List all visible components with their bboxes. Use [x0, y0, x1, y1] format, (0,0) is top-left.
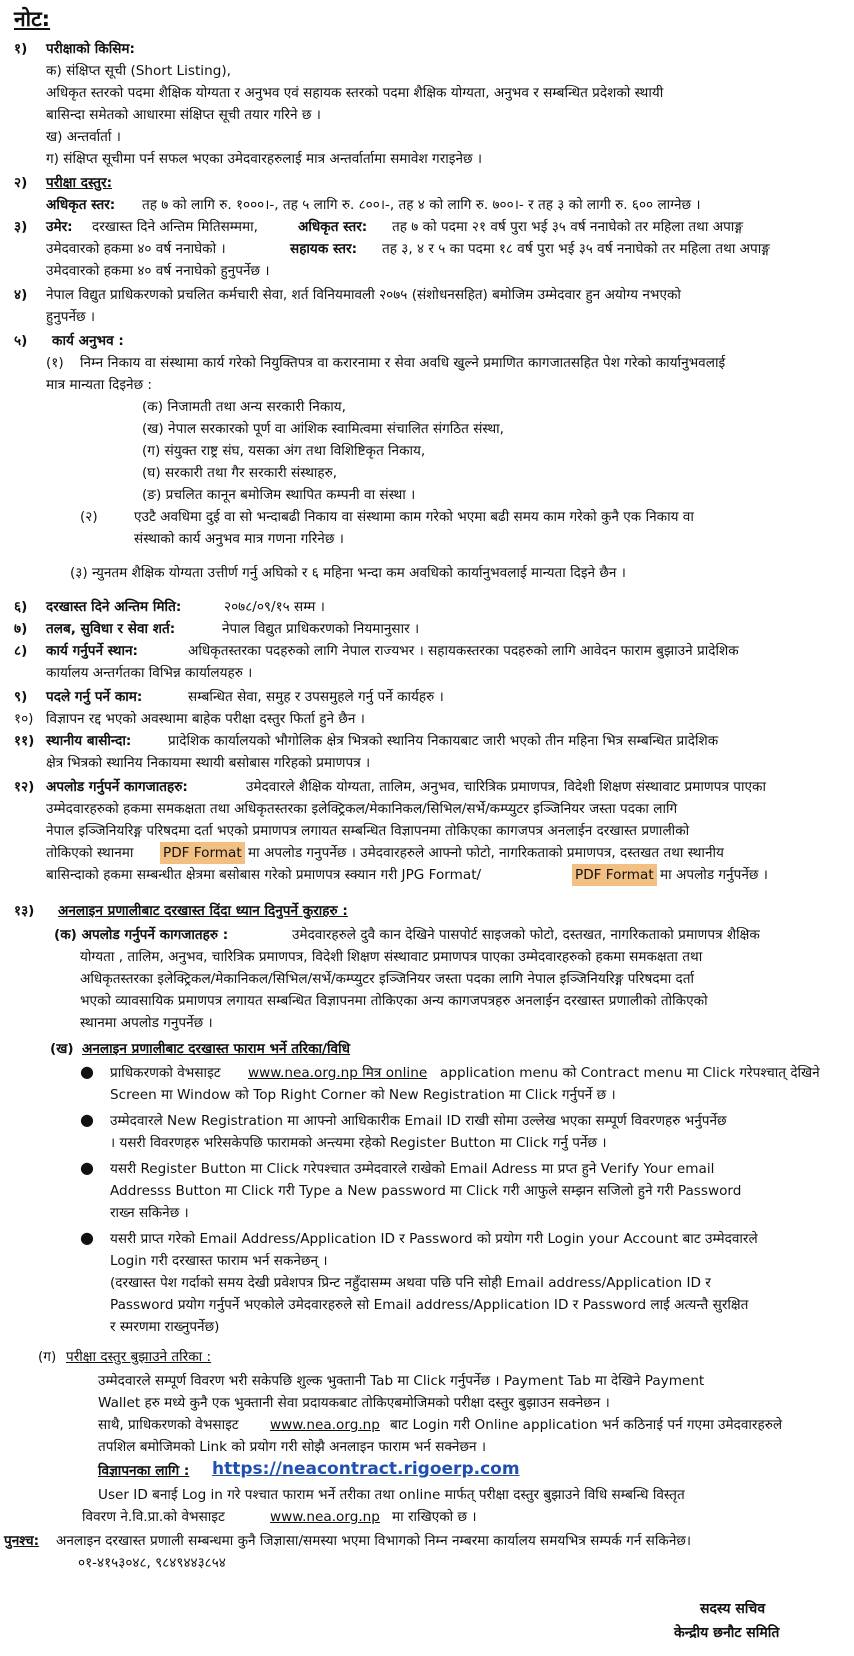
text-line: उम्मेदवारहरुको हकमा समकक्षता तथा अधिकृतस्तरका इलेक्ट्रिकल/मेकानिकल/सिभिल/सर्भे/कम्प्युटर इञ्जिनियर जस्ता पदका लागि	[46, 801, 678, 817]
bold-label: अधिकृत स्तर:	[46, 197, 116, 213]
signature-committee: केन्द्रीय छनौट समिति	[674, 1625, 780, 1641]
text-line: क) संक्षिप्त सूची (Short Listing),	[46, 63, 231, 79]
text-line: उम्मेदवारले New Registration मा आफ्नो आधिकारीक Email ID राखी सोमा उल्लेख भएका सम्पूर्ण विवरणहरु भर्नुपर्नेछ	[110, 1113, 727, 1129]
bold-label: तलब, सुविधा र सेवा शर्त:	[46, 621, 176, 637]
text-line: साथै, प्राधिकरणको वेभसाइट	[98, 1417, 239, 1433]
text-line: नेपाल विद्युत प्राधिकरणको प्रचलित कर्मचारी सेवा, शर्त विनियमावली २०७५ (संशोधनसहित) बमोजिम उम्मेदवार हुन अयोग्य नभएको	[46, 287, 681, 303]
bullet-icon: ●	[80, 1228, 94, 1247]
item-number: १०)	[14, 711, 34, 727]
website-link[interactable]: www.nea.org.np	[270, 1509, 380, 1525]
bold-label: उमेर:	[46, 219, 73, 235]
text-line: उम्मेदवारले सम्पूर्ण विवरण भरी सकेपछि शुल्क भुक्तानी Tab मा Click गर्नुपर्नेछ । Payment Tab मा देखिने Payment	[98, 1373, 705, 1389]
text-line: र स्मरणमा राख्नुपर्नेछ)	[110, 1319, 220, 1335]
list-item: (ख) नेपाल सरकारको पूर्ण वा आंशिक स्वामित्वमा संचालित संगठित संस्था,	[142, 421, 504, 437]
item-number: १)	[14, 41, 28, 57]
bullet-icon: ●	[80, 1158, 94, 1177]
item-number: ११)	[14, 733, 35, 749]
bold-label: अधिकृत स्तर:	[298, 219, 368, 235]
text-line: Login गरी दरखास्त फाराम भर्न सकनेछन् ।	[110, 1253, 328, 1269]
text-line: निम्न निकाय वा संस्थामा कार्य गरेको नियुक्तिपत्र वा करारनामा र सेवा अवधि खुल्ने प्रमाणित कागजातसहित पेश गरेको कार्यानुभवलाई	[80, 355, 726, 371]
text-line: प्राधिकरणको वेभसाइट	[110, 1065, 221, 1081]
subsection-label: (ख)	[50, 1041, 74, 1057]
subsection-heading: अनलाइन प्रणालीबाट दरखास्त फाराम भर्ने तरिका/विधि	[82, 1041, 350, 1057]
list-item: (ग) संयुक्त राष्ट्र संघ, यसका अंग तथा विशिष्टिकृत निकाय,	[142, 443, 426, 459]
subsection-heading: परीक्षा दस्तुर बुझाउने तरिका :	[66, 1349, 212, 1365]
section-heading: कार्य अनुभव :	[52, 333, 124, 349]
text-line: राख्न सकिनेछ ।	[110, 1205, 189, 1221]
text-line: Password प्रयोग गर्नुपर्ने भएकोले उमेदवारहरुले सो Email address/Application ID र Password लाई अत्यन्तै सुरक्षित	[110, 1297, 749, 1313]
text-line: मा अपलोड गर्नुपर्नेछ ।	[660, 867, 768, 883]
text-line: ख) अन्तर्वार्ता ।	[46, 129, 121, 145]
section-heading: परीक्षा दस्तुर:	[46, 175, 113, 191]
item-number: (२)	[80, 509, 98, 525]
text-line: यसरी Register Button मा Click गरेपश्चात उम्मेदवारले राखेको Email Adress मा प्रप्त हुने Verify Your email	[110, 1161, 715, 1177]
text-line: बाट Login गरी Online application भर्न कठिनाई पर्न गएमा उमेदवारहरुले	[390, 1417, 783, 1433]
website-link[interactable]: www.nea.org.np मित्र online	[248, 1065, 428, 1081]
text-line: उमेदवारले शैक्षिक योग्यता, तालिम, अनुभव, चारित्रिक प्रमाणपत्र, विदेशी शिक्षण संस्थावाट प्रमाणपत्र पाएका	[246, 779, 767, 795]
text-line: मात्र मान्यता दिइनेछ :	[46, 377, 152, 393]
signature-title: सदस्य सचिव	[700, 1601, 766, 1617]
text-line: User ID बनाई Log in गरे पश्चात फाराम भर्ने तरीका तथा online मार्फत् परीक्षा दस्तुर बुझाउने विधि सम्बन्धि विस्तृत	[98, 1487, 685, 1503]
item-number: १३)	[14, 903, 35, 919]
text-line: दरखास्त दिने अन्तिम मितिसम्ममा,	[92, 219, 258, 235]
bold-label: अपलोड गर्नुपर्ने कागजातहरु:	[46, 779, 188, 795]
website-link[interactable]: www.nea.org.np	[270, 1417, 380, 1433]
text-line: अधिकृत स्तरको पदमा शैक्षिक योग्यता र अनुभव एवं सहायक स्तरको पदमा शैक्षिक योग्यता, अनुभव र सम्बन्धित प्रदेशको स्थायी	[46, 85, 664, 101]
item-number: ८)	[14, 643, 28, 659]
text-line: अधिकृतस्तरका पदहरुको लागि नेपाल राज्यभर । सहायकस्तरका पदहरुको लागि आवेदन फाराम बुझाउने प्रादेशिक	[188, 643, 739, 659]
text-line: विवरण ने.वि.प्रा.को वेभसाइट	[82, 1509, 225, 1525]
text-line: यसरी प्राप्त गरेको Email Address/Application ID र Password को प्रयोग गरी Login your Account बाट उम्मेदवारले	[110, 1231, 758, 1247]
text-line: । यसरी विवरणहरु भरिसकेपछि फारामको अन्त्यमा रहेको Register Button मा Click गर्नु पर्नेछ ।	[110, 1135, 607, 1151]
page-title: नोट:	[14, 7, 51, 31]
text-line: बासिन्दा समेतको आधारमा संक्षिप्त सूची तयार गरिने छ ।	[46, 107, 321, 123]
list-item: (ङ) प्रचलित कानून बमोजिम स्थापित कम्पनी वा संस्था ।	[142, 487, 416, 503]
text-line: Addresss Button मा Click गरी Type a New password मा Click गरी आफुले सम्झन सजिलो हुने गरी Password	[110, 1183, 742, 1199]
bold-label: कार्य गर्नुपर्ने स्थान:	[46, 643, 138, 659]
text-line: सम्बन्धित सेवा, समुह र उपसमुहले गर्नु पर्ने कार्यहरु ।	[188, 689, 444, 705]
text-line: उमेदवारहरुले दुवै कान देखिने पासपोर्ट साइजको फोटो, दस्तखत, नागरिकताको प्रमाणपत्र शैक्षिक	[292, 927, 760, 943]
text-line: (३) न्युनतम शैक्षिक योग्यता उत्तीर्ण गर्नु अघिको र ६ महिना भन्दा कम अवधिको कार्यानुभवलाई मान्यता दिइने छैन ।	[70, 565, 626, 581]
bold-label: स्थानीय बासीन्दा:	[46, 733, 132, 749]
text-line: संस्थाको कार्य अनुभव मात्र गणना गरिनेछ ।	[134, 531, 344, 547]
rigoerp-link[interactable]: https://neacontract.rigoerp.com	[212, 1459, 520, 1479]
text-line: कार्यालय अन्तर्गतका विभिन्न कार्यालयहरु ।	[46, 665, 253, 681]
text-line: विज्ञापन रद्द भएको अवस्थामा बाहेक परीक्षा दस्तुर फिर्ता हुने छैन ।	[46, 711, 365, 727]
bullet-icon: ●	[80, 1062, 94, 1081]
text-line: तह ७ को लागि रु. १०००।-, तह ५ लागि रु. ८००।-, तह ४ को लागि रु. ७००।- र तह ३ को लागी रु. ६०० लाग्नेछ ।	[142, 197, 701, 213]
text-line: Wallet हरु मध्ये कुनै एक भुक्तानी सेवा प्रदायकबाट तोकिएबमोजिमको परीक्षा दस्तुर बुझाउन सक्नेछन ।	[98, 1395, 610, 1411]
section-heading: अनलाइन प्रणालीबाट दरखास्त दिंदा ध्यान दिनुपर्ने कुराहरु :	[58, 903, 348, 919]
ad-label: विज्ञापनका लागि :	[98, 1463, 190, 1479]
text-line: Screen मा Window को Top Right Corner को New Registration मा Click गर्नुपर्ने छ ।	[110, 1087, 616, 1103]
item-number: ४)	[14, 287, 28, 303]
text-line: नेपाल विद्युत प्राधिकरणको नियमानुसार ।	[222, 621, 420, 637]
bold-label: सहायक स्तर:	[290, 241, 358, 257]
text-line: मा राखिएको छ ।	[392, 1509, 477, 1525]
subsection-heading: (क) अपलोड गर्नुपर्ने कागजातहरु :	[54, 927, 229, 943]
section-heading: परीक्षाको किसिम:	[46, 41, 135, 57]
text-line: तोकिएको स्थानमा	[46, 845, 134, 861]
text-line: (दरखास्त पेश गर्दाको समय देखी प्रवेशपत्र प्रिन्ट नहुँदासम्म अथवा पछि पनि सोही Email address/Application ID र	[110, 1275, 711, 1291]
text-line: हुनुपर्नेछ ।	[46, 309, 96, 325]
list-item: (घ) सरकारी तथा गैर सरकारी संस्थाहरु,	[142, 465, 338, 481]
text-line: मा अपलोड गनुपर्नेछ । उमेदवारहरुले आफ्नो फोटो, नागरिकताको प्रमाणपत्र, दस्तखत तथा स्थानीय	[248, 845, 724, 861]
bold-label: पदले गर्नु पर्ने काम:	[46, 689, 143, 705]
text-line: अनलाइन दरखास्त प्रणाली सम्बन्धमा कुनै जिज्ञासा/समस्या भएमा विभागको निम्न नम्बरमा कार्यालय समयभित्र सम्पर्क गर्न सकिनेछ।	[56, 1533, 692, 1549]
text-line: स्थानमा अपलोड गनुपर्नेछ ।	[80, 1015, 213, 1031]
pdf-format-highlight: PDF Format	[160, 842, 245, 864]
pdf-format-highlight: PDF Format	[572, 864, 657, 886]
list-item: (क) निजामती तथा अन्य सरकारी निकाय,	[142, 399, 346, 415]
text-line: प्रादेशिक कार्यालयको भौगोलिक क्षेत्र भित्रको स्थानिय निकायबाट जारी भएको तीन महिना भित्र सम्बन्धित प्रादेशिक	[168, 733, 719, 749]
item-number: ६)	[14, 599, 28, 615]
text-line: तपशिल बमोजिमको Link को प्रयोग गरी सोझै अनलाइन फाराम भर्न सक्नेछन ।	[98, 1439, 487, 1455]
text-line: तह ३, ४ र ५ का पदमा १८ वर्ष पुरा भई ३५ वर्ष ननाघेको तर महिला तथा अपाङ्ग	[382, 241, 770, 257]
bold-label: दरखास्त दिने अन्तिम मिति:	[46, 599, 182, 615]
text-line: भएको व्यावसायिक प्रमाणपत्र लगायत सम्बन्धित विज्ञापनमा तोकिएका अन्य कागजपत्रहरु अनलाईन दरखास्त प्रणालीको तोकिएको	[80, 993, 708, 1009]
text-line: क्षेत्र भित्रको स्थानिय निकायमा स्थायी बसोबास गरिहको प्रमाणपत्र ।	[46, 755, 371, 771]
item-number: २)	[14, 175, 28, 191]
deadline-date: २०७८/०९/१५ सम्म ।	[224, 599, 325, 615]
text-line: उमेदवारको हकमा ४० वर्ष ननाघेको ।	[46, 241, 226, 257]
bullet-icon: ●	[80, 1110, 94, 1129]
contact-numbers: ०१-४१५३०४८, ९८४९४४३८५४	[78, 1555, 226, 1571]
text-line: ग) संक्षिप्त सूचीमा पर्न सफल भएका उमेदवारहरुलाई मात्र अन्तर्वार्तामा समावेश गराइनेछ ।	[46, 151, 482, 167]
text-line: application menu को Contract menu मा Click गरेपश्चात् देखिने	[440, 1065, 820, 1081]
text-line: योग्यता , तालिम, अनुभव, चारित्रिक प्रमाणपत्र, विदेशी शिक्षण संस्थावाट प्रमाणपत्र पाएका उम्मेदवारहरुको हकमा समकक्षता तथा	[80, 949, 703, 965]
item-number: ३)	[14, 219, 28, 235]
text-line: एउटै अवधिमा दुई वा सो भन्दाबढी निकाय वा संस्थामा काम गरेको भएमा बढी समय काम गरेको कुनै एक निकाय वा	[134, 509, 694, 525]
item-number: ९)	[14, 689, 28, 705]
item-number: ७)	[14, 621, 28, 637]
text-line: नेपाल इञ्जिनियरिङ्ग परिषदमा दर्ता भएको प्रमाणपत्र लगायत सम्बन्धित विज्ञापनमा तोकिएका कागजपत्र अनलाईन दरखास्त प्रणालीको	[46, 823, 690, 839]
item-number: ५)	[14, 333, 28, 349]
item-number: (१)	[46, 355, 64, 371]
text-line: अधिकृतस्तरका इलेक्ट्रिकल/मेकानिकल/सिभिल/सर्भे/कम्प्युटर इञ्जिनियर जस्ता पदका लागि नेपाल इञ्जिनियरिङ्ग परिषदमा दर्ता	[80, 971, 695, 987]
subsection-label: (ग)	[38, 1349, 57, 1365]
item-number: १२)	[14, 779, 35, 795]
text-line: बासिन्दाको हकमा सम्बन्धीत क्षेत्रमा बसोबास गरेको प्रमाणपत्र स्क्यान गरी JPG Format/	[46, 867, 482, 883]
text-line: तह ७ को पदमा २१ वर्ष पुरा भई ३५ वर्ष ननाघेको तर महिला तथा अपाङ्ग	[392, 219, 743, 235]
postscript-label: पुनश्च:	[4, 1533, 40, 1549]
text-line: उमेदवारको हकमा ४० वर्ष ननाघेको हुनुपर्नेछ ।	[46, 263, 270, 279]
